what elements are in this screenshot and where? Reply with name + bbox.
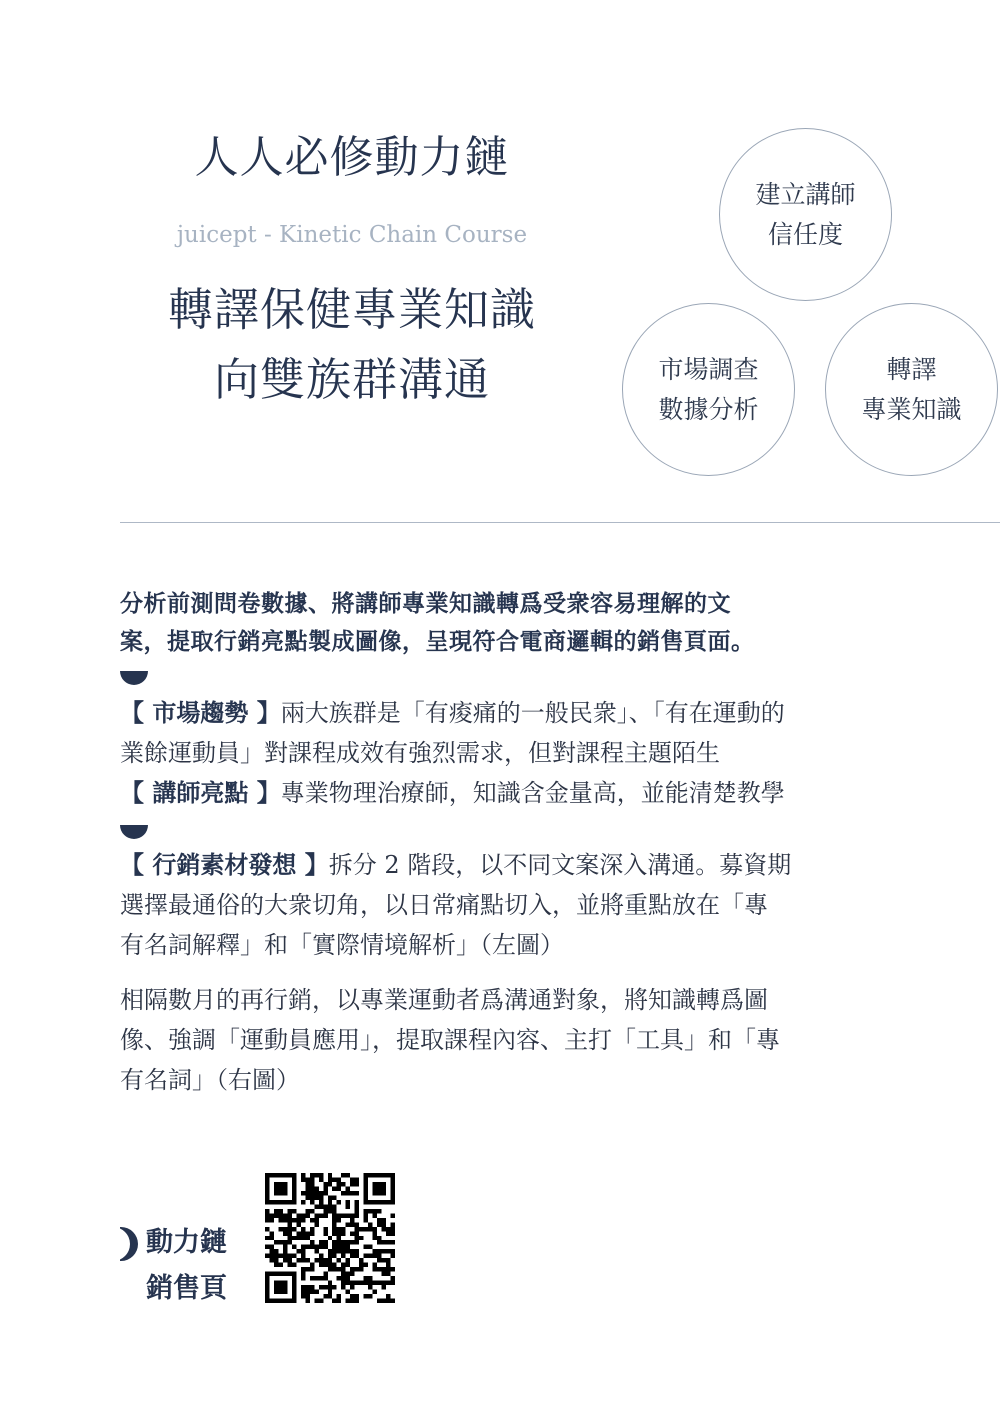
- qr-code-icon[interactable]: [265, 1173, 395, 1303]
- circle-label-line-2: 信任度: [767, 219, 843, 249]
- market-line-2: 業餘運動員」對課程成效有強烈需求，但對課程主題陌生: [120, 739, 720, 767]
- market-section: [120, 693, 890, 813]
- circle-label-line-1: 建立講師: [755, 179, 856, 209]
- circle-label-line-1: 市場調查: [658, 354, 759, 384]
- market-tag: 【 市場趨勢 】: [120, 698, 281, 727]
- circle-translate-knowledge: [825, 303, 998, 476]
- marketing-line-1: 拆分 2 階段，以不同文案深入溝通。募資期: [328, 851, 792, 879]
- circle-label-line-2: 專業知識: [861, 394, 962, 424]
- marketing-tag: 【 行銷素材發想 】: [120, 850, 329, 879]
- remarketing-line-3: 有名詞」（右圖）: [120, 1066, 300, 1094]
- page-subtitle: juicept - Kinetic Chain Course: [176, 222, 528, 248]
- marketing-section: [120, 845, 890, 965]
- intro-line-1: 分析前測問卷數據、將講師專業知識轉爲受衆容易理解的文: [120, 591, 731, 617]
- remarketing-line-1: 相隔數月的再行銷，以專業運動者爲溝通對象，將知識轉爲圖: [120, 986, 768, 1014]
- section-divider: [120, 522, 1000, 523]
- intro-line-2: 案，提取行銷亮點製成圖像，呈現符合電商邏輯的銷售頁面。: [120, 629, 755, 655]
- marketing-line-3: 有名詞解釋」和「實際情境解析」（左圖）: [120, 931, 564, 959]
- half-circle-marker-icon: [120, 671, 148, 685]
- sales-page-label: [146, 1220, 256, 1312]
- remarketing-line-2: 像、強調「運動員應用」，提取課程內容、主打「工具」和「專: [120, 1026, 780, 1054]
- sales-label-line-2: 銷售頁: [146, 1273, 227, 1304]
- headline-line-2: 向雙族群溝通: [213, 353, 490, 406]
- intro-text: [120, 585, 880, 661]
- market-line-1: 兩大族群是「有痠痛的一般民衆」、「有在運動的: [280, 699, 785, 727]
- marketing-line-2: 選擇最通俗的大衆切角，以日常痛點切入，並將重點放在「專: [120, 891, 768, 919]
- page-title: 人人必修動力鏈: [194, 132, 510, 183]
- headline-line-1: 轉譯保健專業知識: [167, 283, 536, 336]
- sales-label-line-1: 動力鏈: [146, 1227, 227, 1258]
- crescent-moon-icon: [120, 1227, 138, 1261]
- instructor-text: 專業物理治療師，知識含金量高，並能清楚教學: [280, 779, 785, 807]
- circle-label-line-1: 轉譯: [886, 354, 937, 384]
- circle-label-line-2: 數據分析: [658, 394, 759, 424]
- circle-market-research: [622, 303, 795, 476]
- half-circle-marker-icon: [120, 825, 148, 839]
- remarketing-section: [120, 980, 890, 1100]
- circle-instructor-trust: [719, 128, 892, 301]
- instructor-tag: 【 講師亮點 】: [120, 778, 281, 807]
